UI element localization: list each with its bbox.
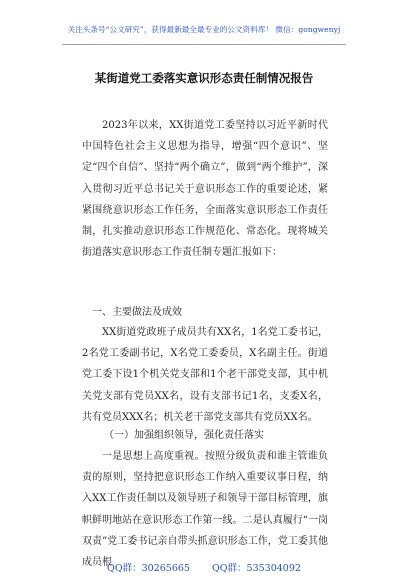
document-title: 某街道党工委落实意识形态责任制情况报告 bbox=[94, 71, 314, 85]
paragraph-intro: 2023年以来，XX街道党工委坚持以习近平新时代中国特色社会主义思想为指导，增强“四个意识”、坚定“四个自信”、坚持“两个确立”，做到“两个维护”，深入贯彻习近平总书记关于意识形态工作的重要论述，紧紧围绕意识形态工作任务，全面落实意识形态工作责任制，扎实推动意识形态工作规范化、常态化。现将城关街道落实意识形态工作责任制专题汇报如下： bbox=[82, 120, 328, 259]
footer-qq-groups bbox=[0, 560, 408, 574]
footer-qq-group-1: QQ群：30265665 bbox=[107, 563, 190, 574]
paragraph-organization: XX街道党政班子成员共有XX名，1名党工委书记，2名党工委副书记，X名党工委委员，X名副主任。街道党工委下设1个机关党支部和1个老干部党支部，其中机关党支部有党员XX名，设有支部书记1名，支委X名，共有党员XXX名；机关老干部党支部共有党员XX名。 bbox=[82, 327, 328, 423]
footer-qq-group-2: QQ群：535304092 bbox=[211, 563, 301, 574]
section-heading-1: 一、主要做法及成效 bbox=[92, 307, 182, 318]
subsection-heading-1: （一）加强组织领导，强化责任落实 bbox=[104, 430, 264, 441]
header-promo-text: 关注头条号“公文研究”，获得最新最全最专业的公文资料库！ 微信：gongwenyj bbox=[67, 25, 341, 34]
paragraph-responsibility: 一是思想上高度重视。按照分级负责和谁主管谁负责的原则，坚持把意识形态工作纳入重要议事日程，纳入XX工作责任制以及领导班子和领导干部目标管理，旗帜鲜明地站在意识形态工作第一线。二是认真履行“一岗双责”党工委书记亲自带头抓意识形态工作，党工委其他成员根 bbox=[82, 451, 328, 569]
header-divider bbox=[62, 44, 346, 45]
